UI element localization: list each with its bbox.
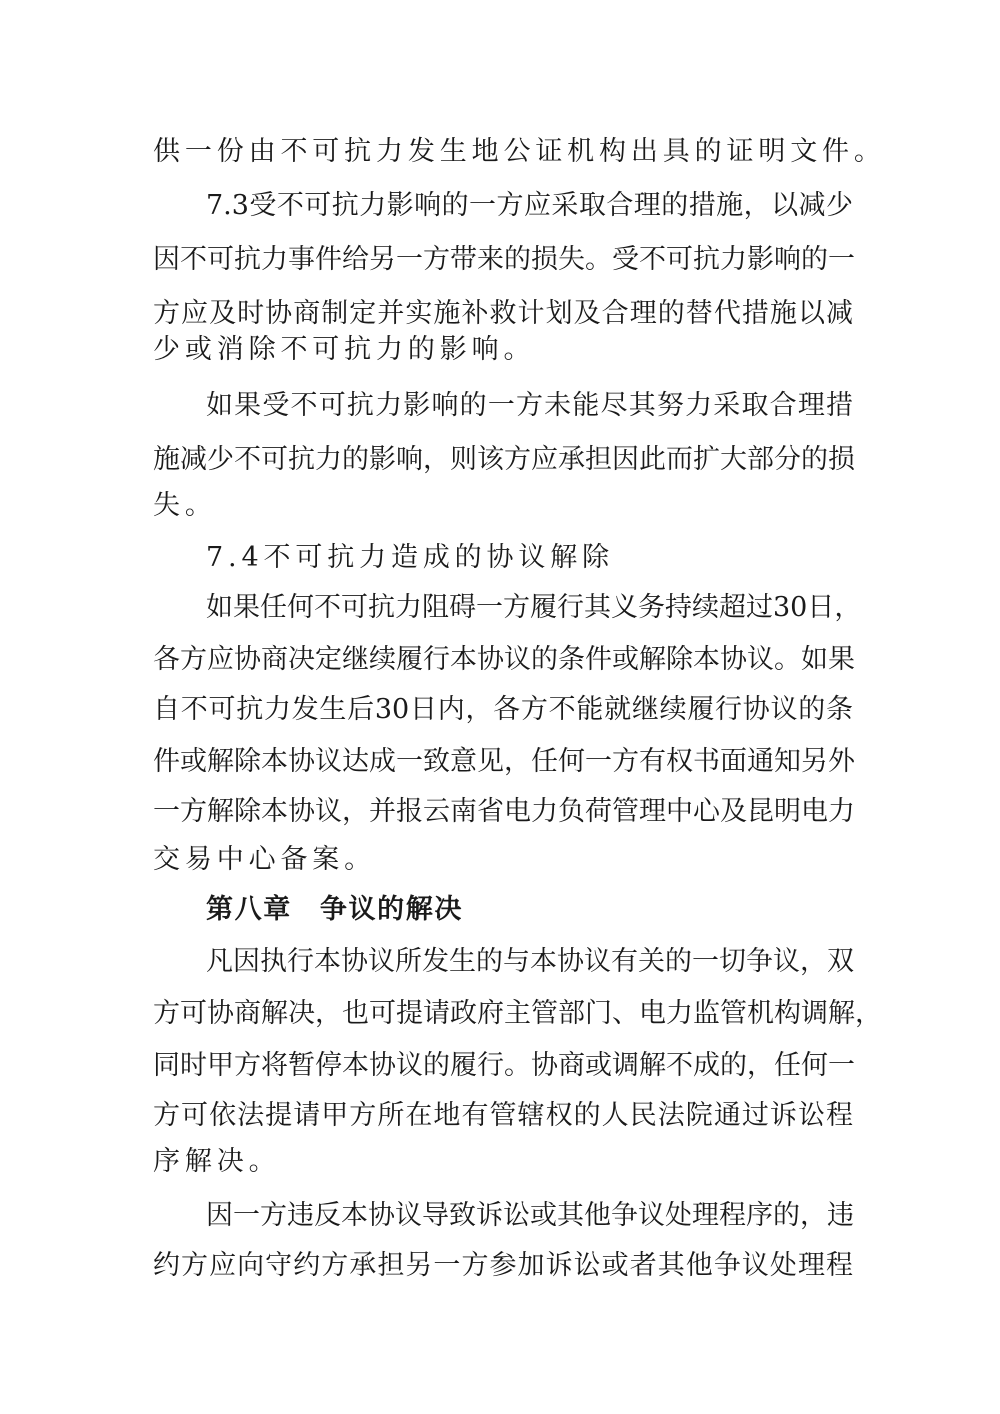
text-line: 少或消除不可抗力的影响。 xyxy=(153,334,536,365)
text-line: 自不可抗力发生后30日内，各方不能就继续履行协议的条 xyxy=(153,694,853,725)
text-line: 交易中心备案。 xyxy=(153,844,377,875)
text-line: 凡因执行本协议所发生的与本协议有关的一切争议，双 xyxy=(206,946,854,977)
text-line: 因一方违反本协议导致诉讼或其他争议处理程序的，违 xyxy=(206,1200,854,1231)
text-line: 失。 xyxy=(153,490,217,521)
text-line: 方可协商解决，也可提请政府主管部门、电力监管机构调解， xyxy=(153,998,882,1029)
text-line: 方可依法提请甲方所在地有管辖权的人民法院通过诉讼程 xyxy=(153,1100,853,1131)
text-line: 件或解除本协议达成一致意见，任何一方有权书面通知另外 xyxy=(153,746,855,777)
chapter-heading xyxy=(206,890,853,930)
text-line: 如果任何不可抗力阻碍一方履行其义务持续超过30日， xyxy=(206,592,862,623)
text-line: 如果受不可抗力影响的一方未能尽其努力采取合理措 xyxy=(206,390,853,421)
text-line: 各方应协商决定继续履行本协议的条件或解除本协议。如果 xyxy=(153,644,855,675)
text-line: 方应及时协商制定并实施补救计划及合理的替代措施以减 xyxy=(153,298,853,329)
text-line: 7.3受不可抗力影响的一方应采取合理的措施，以减少 xyxy=(206,190,853,221)
text-line: 约方应向守约方承担另一方参加诉讼或者其他争议处理程 xyxy=(153,1250,853,1281)
chapter-title: 争议的解决 xyxy=(319,894,463,925)
text-line: 7.4不可抗力造成的协议解除 xyxy=(206,542,614,573)
text-line: 一方解除本协议，并报云南省电力负荷管理中心及昆明电力 xyxy=(153,796,855,827)
text-line: 同时甲方将暂停本协议的履行。协商或调解不成的，任何一 xyxy=(153,1050,855,1081)
text-line: 供一份由不可抗力发生地公证机构出具的证明文件。 xyxy=(153,136,886,167)
text-line: 施减少不可抗力的影响，则该方应承担因此而扩大部分的损 xyxy=(153,444,855,475)
chapter-number: 第八章 xyxy=(206,894,292,925)
text-line: 因不可抗力事件给另一方带来的损失。受不可抗力影响的一 xyxy=(153,244,855,275)
text-line: 序解决。 xyxy=(153,1146,281,1177)
